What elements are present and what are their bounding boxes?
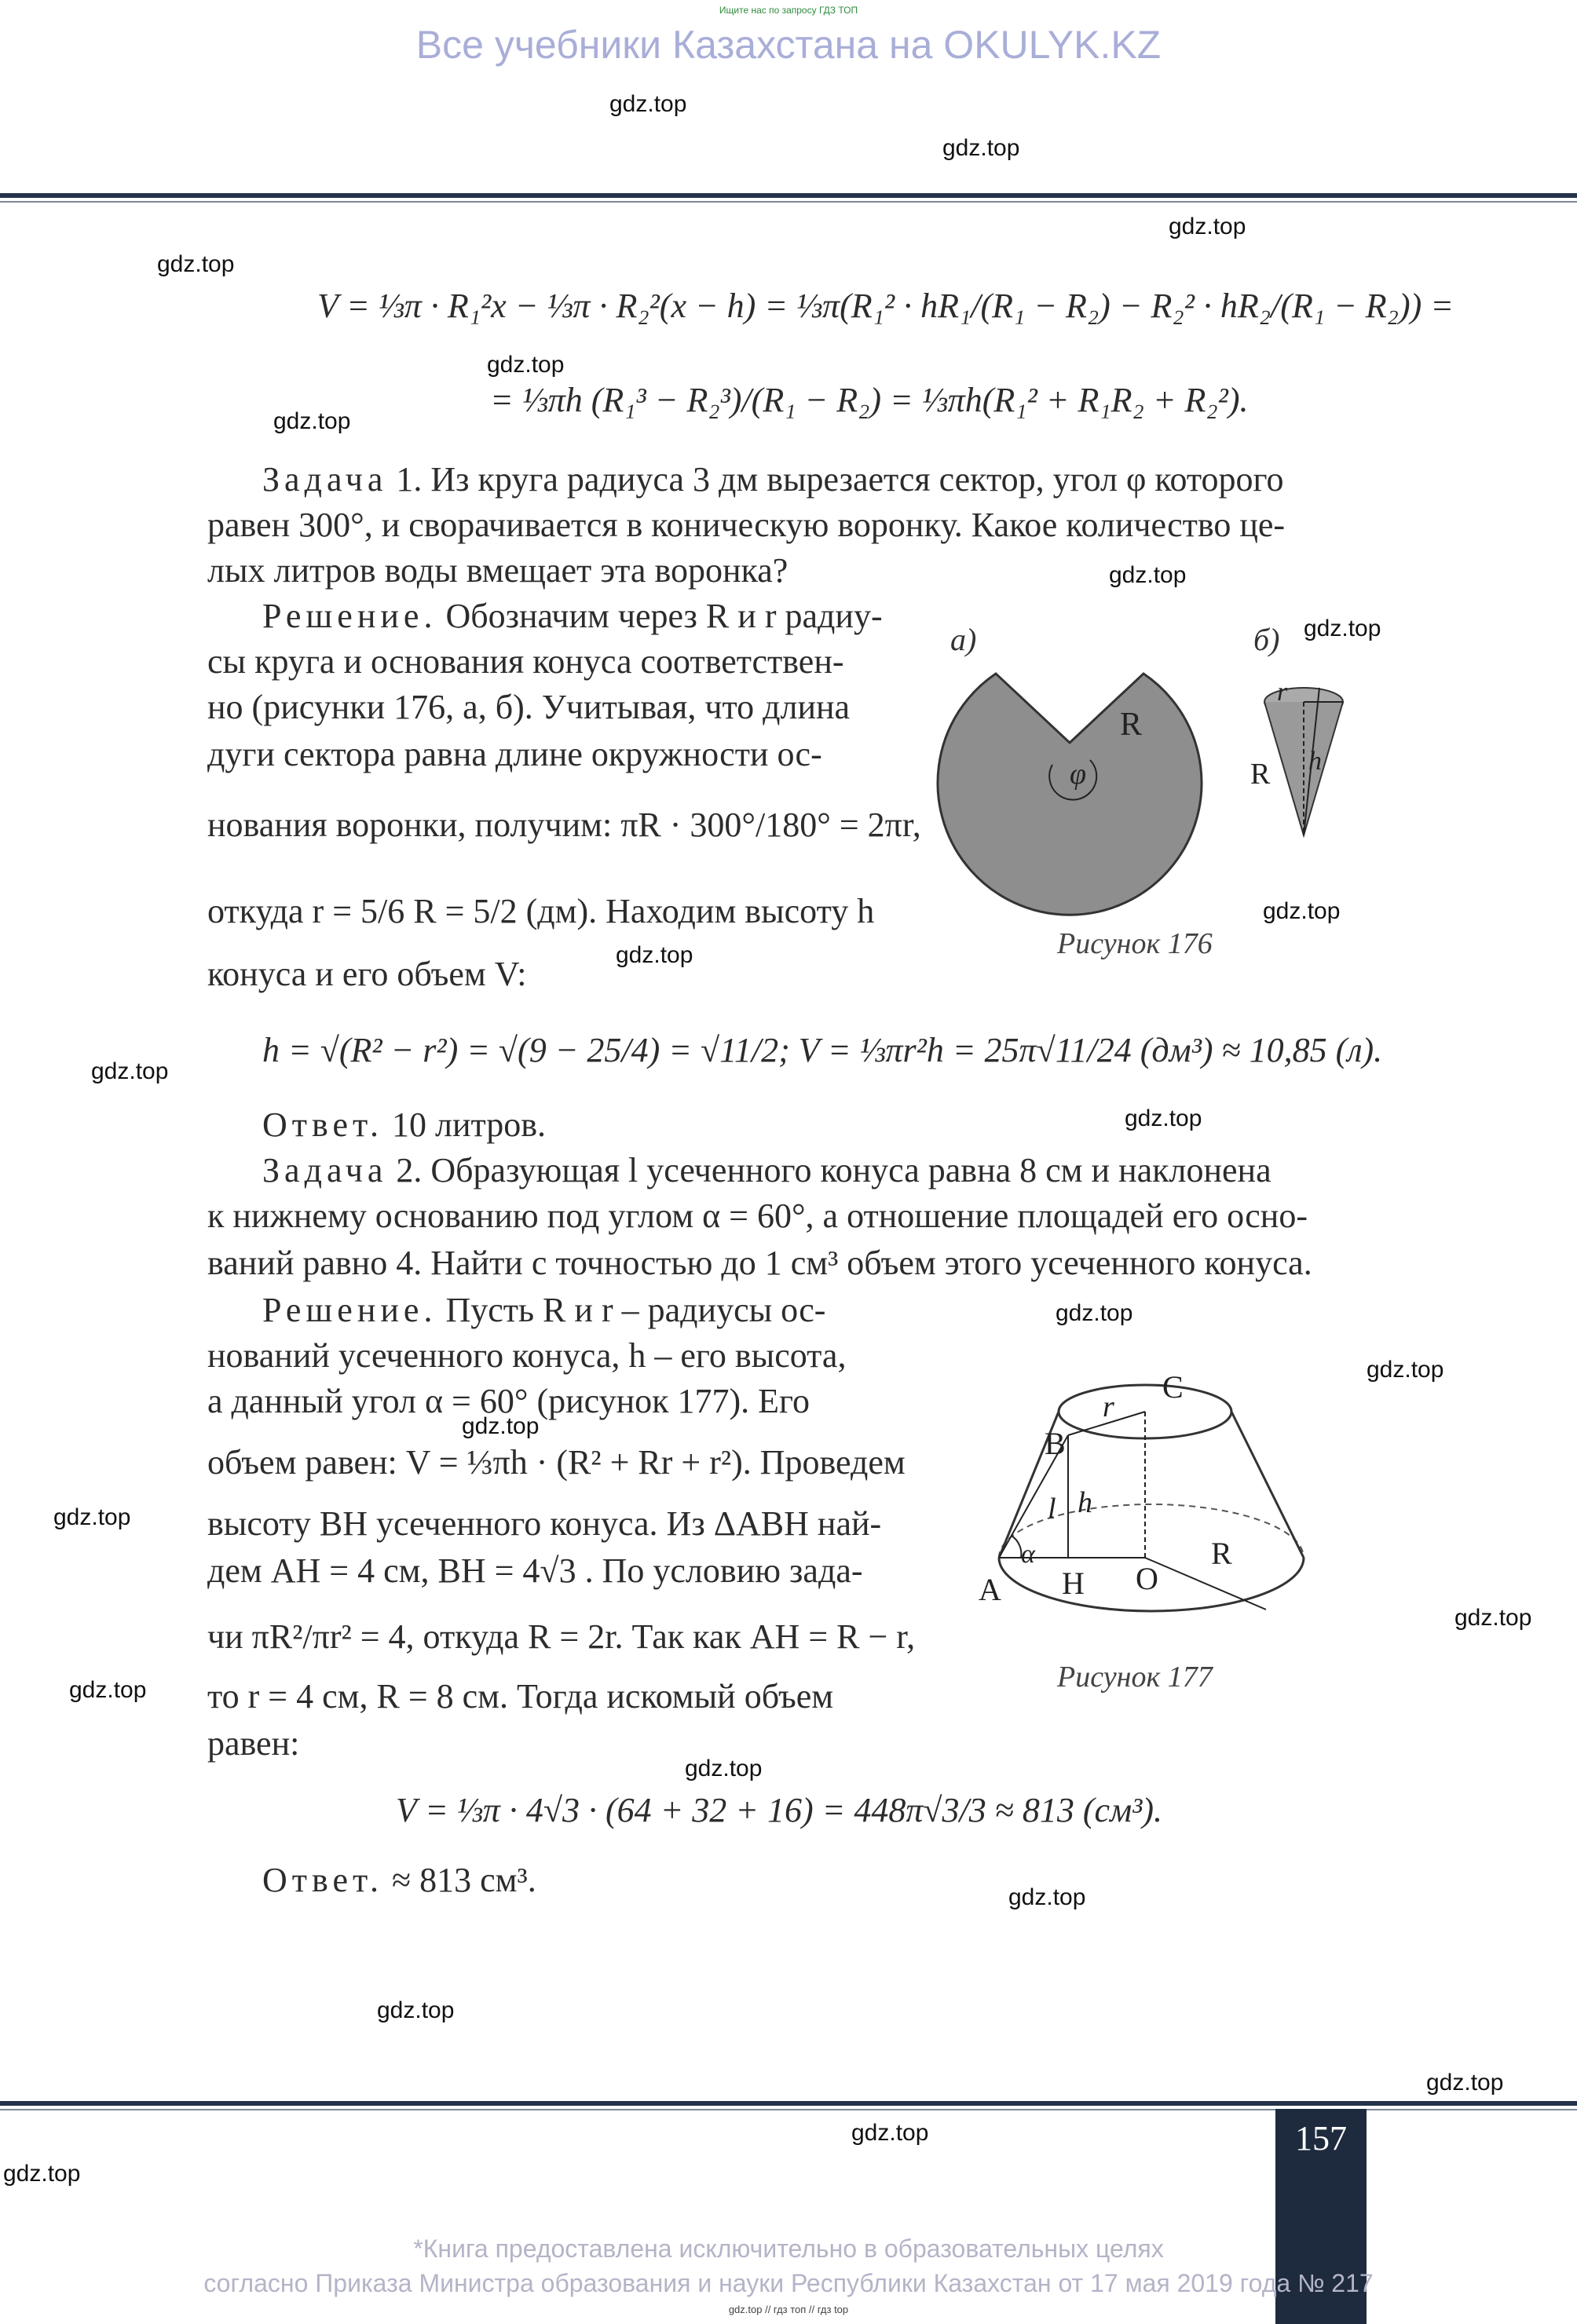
watermark: gdz.top — [685, 1756, 763, 1781]
task1-solution-line3: но (рисунки 176, а, б). Учитывая, что длина — [207, 688, 851, 726]
footnote-line2: согласно Приказа Министра образования и науки Республики Казахстан от 17 мая 2019 года № 217 — [203, 2269, 1374, 2297]
bottom-rule — [0, 2101, 1577, 2106]
task2-solution-line7: чи πR²/πr² = 4, откуда R = 2r. Так как AH = R − r, — [207, 1617, 916, 1656]
task1-line2: равен 300°, и сворачивается в коническую воронку. Какое количество це- — [207, 506, 1286, 544]
fig176-label-a: а) — [950, 622, 977, 657]
watermark: gdz.top — [69, 1677, 147, 1703]
task2-line1: Задача 2. Образующая l усеченного конуса равна 8 см и наклонена — [262, 1151, 1271, 1189]
watermark: gdz.top — [609, 91, 687, 117]
task1-answer-label: Ответ. — [262, 1105, 383, 1144]
task2-solution-label: Решение. — [262, 1291, 437, 1329]
watermark: gdz.top — [1304, 616, 1381, 641]
page-number: 157 — [1275, 2109, 1367, 2324]
task1-solution-line1: Решение. Обозначим через R и r радиу- — [262, 597, 883, 635]
watermark: gdz.top — [1263, 898, 1341, 924]
task2-line3: ваний равно 4. Найти с точностью до 1 см³ объем этого усеченного конуса. — [207, 1244, 1312, 1282]
task1-answer: Ответ. 10 литров. — [262, 1105, 547, 1144]
volume-formula-line2: = ⅓πh (R₁³ − R₂³)/(R₁ − R₂) = ⅓πh(R₁² + R₁R₂ + R₂²). — [490, 381, 1249, 419]
fig177-label-O: O — [1136, 1561, 1158, 1596]
bottom-links[interactable]: gdz.top // гдз топ // гдз top — [728, 2304, 849, 2315]
frustum-volume-formula: V = ⅓π · 4√3 · (64 + 32 + 16) = 448π√3/3 ≈ 813 (см³). — [396, 1791, 1163, 1829]
task2-solution-line1: Решение. Пусть R и r – радиусы ос- — [262, 1291, 826, 1329]
fig176-label-r: r — [1277, 678, 1288, 707]
watermark: gdz.top — [1454, 1605, 1532, 1631]
figure-177 — [974, 1350, 1335, 1633]
watermark: gdz.top — [157, 251, 235, 277]
task1-solution-line7: конуса и его объем V: — [207, 955, 527, 993]
task1-line1: Задача 1. Из круга радиуса 3 дм вырезается сектор, угол φ которого — [262, 460, 1284, 499]
fig177-label-A: A — [979, 1572, 1001, 1607]
site-title[interactable]: Все учебники Казахстана на OKULYK.KZ — [415, 23, 1162, 67]
fig177-label-B: B — [1045, 1426, 1066, 1461]
watermark: gdz.top — [942, 135, 1020, 161]
task1-line3: лых литров воды вмещает эта воронка? — [207, 551, 788, 590]
watermark: gdz.top — [91, 1058, 169, 1084]
watermark: gdz.top — [851, 2120, 929, 2146]
task1-solution-line2: сы круга и основания конуса соответствен- — [207, 642, 844, 681]
task1-solution-line6: откуда r = 5/6 R = 5/2 (дм). Находим высоту h — [207, 892, 875, 930]
top-rule — [0, 193, 1577, 198]
fig176-label-R2: R — [1250, 758, 1271, 791]
top-rule-thin — [0, 201, 1577, 203]
fig177-label-l: l — [1048, 1493, 1056, 1526]
figure-176-caption: Рисунок 176 — [1057, 927, 1213, 960]
figure-176 — [935, 612, 1398, 958]
volume-formula-line1: V = ⅓π · R₁²x − ⅓π · R₂²(x − h) = ⅓π(R₁² · hR₁/(R₁ − R₂) − R₂² · hR₂/(R₁ − R₂)) = — [317, 287, 1454, 325]
fig176-label-R: R — [1120, 707, 1143, 743]
fig177-label-H: H — [1062, 1566, 1085, 1601]
watermark: gdz.top — [1109, 562, 1187, 588]
task2-solution-line8: то r = 4 см, R = 8 см. Тогда искомый объем — [207, 1677, 834, 1716]
frustum-bottom-back — [999, 1504, 1304, 1558]
fig177-label-h: h — [1078, 1486, 1092, 1519]
task2-solution-line2: нований усеченного конуса, h – его высота, — [207, 1336, 847, 1375]
footnote-line1: *Книга предоставлена исключительно в образовательных целях — [413, 2234, 1164, 2263]
watermark: gdz.top — [53, 1504, 131, 1530]
task2-solution-line4: объем равен: V = ⅓πh · (R² + Rr + r²). Проведем — [207, 1443, 906, 1482]
fig176-label-phi: φ — [1070, 758, 1087, 791]
fig177-label-R: R — [1211, 1536, 1232, 1571]
task2-line2: к нижнему основанию под углом α = 60°, а отношение площадей его осно- — [207, 1197, 1308, 1235]
watermark: gdz.top — [1426, 2070, 1504, 2096]
frustum-side-right — [1231, 1412, 1304, 1558]
task2-solution-line9: равен: — [207, 1724, 300, 1763]
task2-solution-line6: дем AH = 4 см, BH = 4√3 . По условию зада- — [207, 1551, 863, 1590]
task1-solution-line5: нования воронки, получим: πR · 300°/180° = 2πr, — [207, 806, 921, 844]
watermark: gdz.top — [1056, 1300, 1133, 1326]
watermark: gdz.top — [487, 352, 565, 378]
task2-answer: Ответ. ≈ 813 см³. — [262, 1861, 536, 1899]
task1-solution-line4: дуги сектора равна длине окружности ос- — [207, 735, 822, 773]
figure-177-caption: Рисунок 177 — [1057, 1661, 1213, 1694]
watermark: gdz.top — [462, 1413, 540, 1439]
sector-shape — [938, 674, 1202, 915]
task1-label: Задача — [262, 460, 388, 499]
task2-answer-label: Ответ. — [262, 1861, 383, 1899]
top-note: Ищите нас по запросу ГДЗ ТОП — [719, 5, 858, 16]
task2-solution-line5: высоту BH усеченного конуса. Из ΔABH най- — [207, 1504, 882, 1543]
watermark: gdz.top — [1169, 214, 1246, 239]
watermark: gdz.top — [1125, 1105, 1202, 1131]
watermark: gdz.top — [1367, 1357, 1444, 1383]
watermark: gdz.top — [3, 2161, 81, 2187]
task2-label: Задача — [262, 1151, 388, 1189]
task2-solution-line3: а данный угол α = 60° (рисунок 177). Его — [207, 1382, 810, 1420]
task1-solution-label: Решение. — [262, 597, 437, 635]
watermark: gdz.top — [273, 408, 351, 434]
watermark: gdz.top — [377, 1997, 455, 2023]
watermark: gdz.top — [1008, 1884, 1086, 1910]
fig176-label-b: б) — [1253, 622, 1280, 657]
fig176-label-h: h — [1308, 747, 1322, 776]
watermark: gdz.top — [616, 942, 693, 968]
fig177-label-r: r — [1103, 1390, 1114, 1423]
fig177-label-alpha: α — [1021, 1540, 1035, 1569]
cone-h-v-formula: h = √(R² − r²) = √(9 − 25/4) = √11/2; V = ⅓πr²h = 25π√11/24 (дм³) ≈ 10,85 (л). — [262, 1031, 1383, 1069]
fig177-label-C: C — [1162, 1369, 1184, 1405]
